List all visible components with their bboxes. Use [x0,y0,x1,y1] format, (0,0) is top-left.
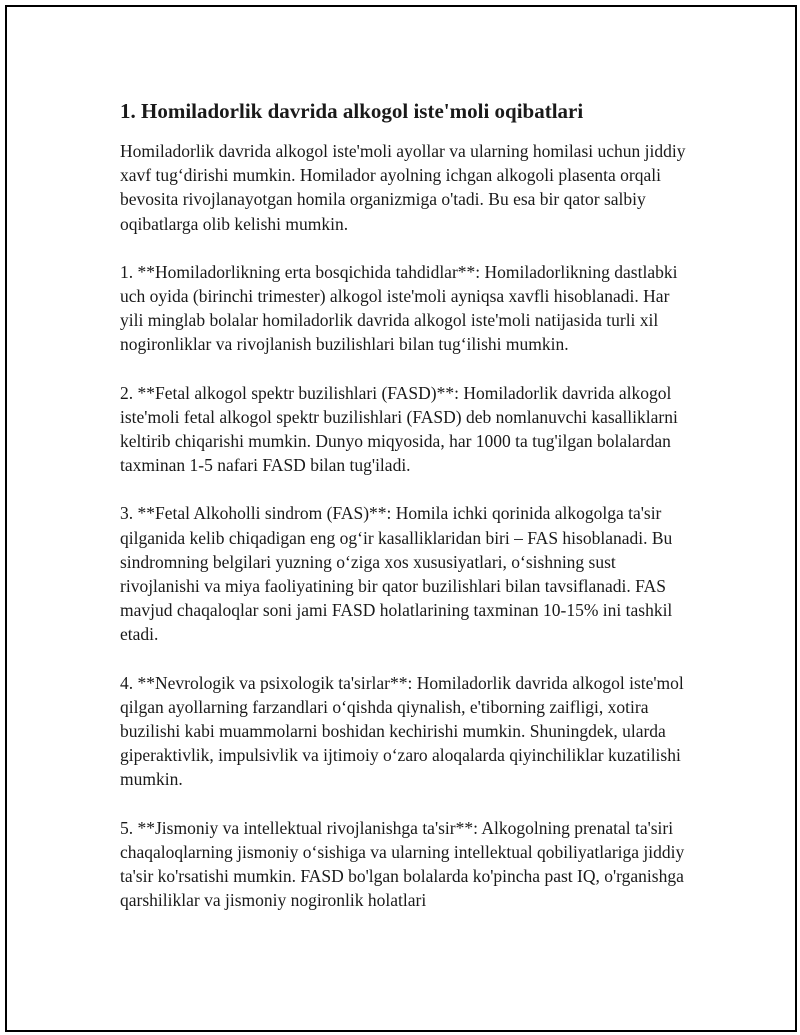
paragraph-item-2: 2. **Fetal alkogol spektr buzilishlari (FASD)**: Homiladorlik davrida alkogol iste'moli fetal alkogol spektr buzilishlari (FASD) deb nomlanuvchi kasalliklarni keltirib chiqarishi mumkin. Dunyo miqyosida, har 1000 ta tug'ilgan bolalardan taxminan 1-5 nafari FASD bilan tug'iladi. [120,382,678,476]
paragraph-intro: Homiladorlik davrida alkogol iste'moli ayollar va ularning homilasi uchun jiddiy xavf tug‘dirishi mumkin. Homilador ayolning ichgan alkogoli plasenta orqali bevosita rivojlanayotgan homila organizmiga o'tadi. Bu esa bir qator salbiy oqibatlarga olib kelishi mumkin. [120,141,686,234]
page-frame [5,5,797,1032]
document-title: 1. Homiladorlik davrida alkogol iste'moli oqibatlari [120,99,584,123]
paragraph-item-4: 4. **Nevrologik va psixologik ta'sirlar**: Homiladorlik davrida alkogol iste'mol qilgan ayollarning farzandlari o‘qishda qiynalish, e'tiborning zaifligi, xotira buzilishi kabi muammolarni boshidan kechirishi mumkin. Shuningdek, ularda giperaktivlik, impulsivlik va ijtimoiy o‘zaro aloqalarda qiyinchiliklar kuzatilishi mumkin. [120,672,684,790]
paragraph-item-5: 5. **Jismoniy va intellektual rivojlanishga ta'sir**: Alkogolning prenatal ta'siri chaqaloqlarning jismoniy o‘sishiga va ularning intellektual qobiliyatlariga jiddiy ta'sir ko'rsatishi mumkin. FASD bo'lgan bolalarda ko'pincha past IQ, o'rganishga qarshiliklar va jismoniy nogironlik holatlari [120,817,685,911]
paragraph-item-1: 1. **Homiladorlikning erta bosqichida tahdidlar**: Homiladorlikning dastlabki uch oyida (birinchi trimester) alkogol iste'moli ayniqsa xavfli hisoblanadi. Har yili minglab bolalar homiladorlik davrida alkogol iste'moli natijasida turli xil nogironliklar va rivojlanish buzilishlari bilan tug‘ilishi mumkin. [120,261,678,355]
document-body [120,97,690,936]
paragraph-item-3: 3. **Fetal Alkoholli sindrom (FAS)**: Homila ichki qorinida alkogolga ta'sir qilganida kelib chiqadigan eng og‘ir kasalliklaridan biri – FAS hisoblanadi. Bu sindromning belgilari yuzning o‘ziga xos xususiyatlari, o‘sishning sust rivojlanishi va miya faoliyatining bir qator buzilishlari bilan tavsiflanadi. FAS mavjud chaqaloqlar soni jami FASD holatlarining taxminan 10-15% ini tashkil etadi. [120,503,673,645]
